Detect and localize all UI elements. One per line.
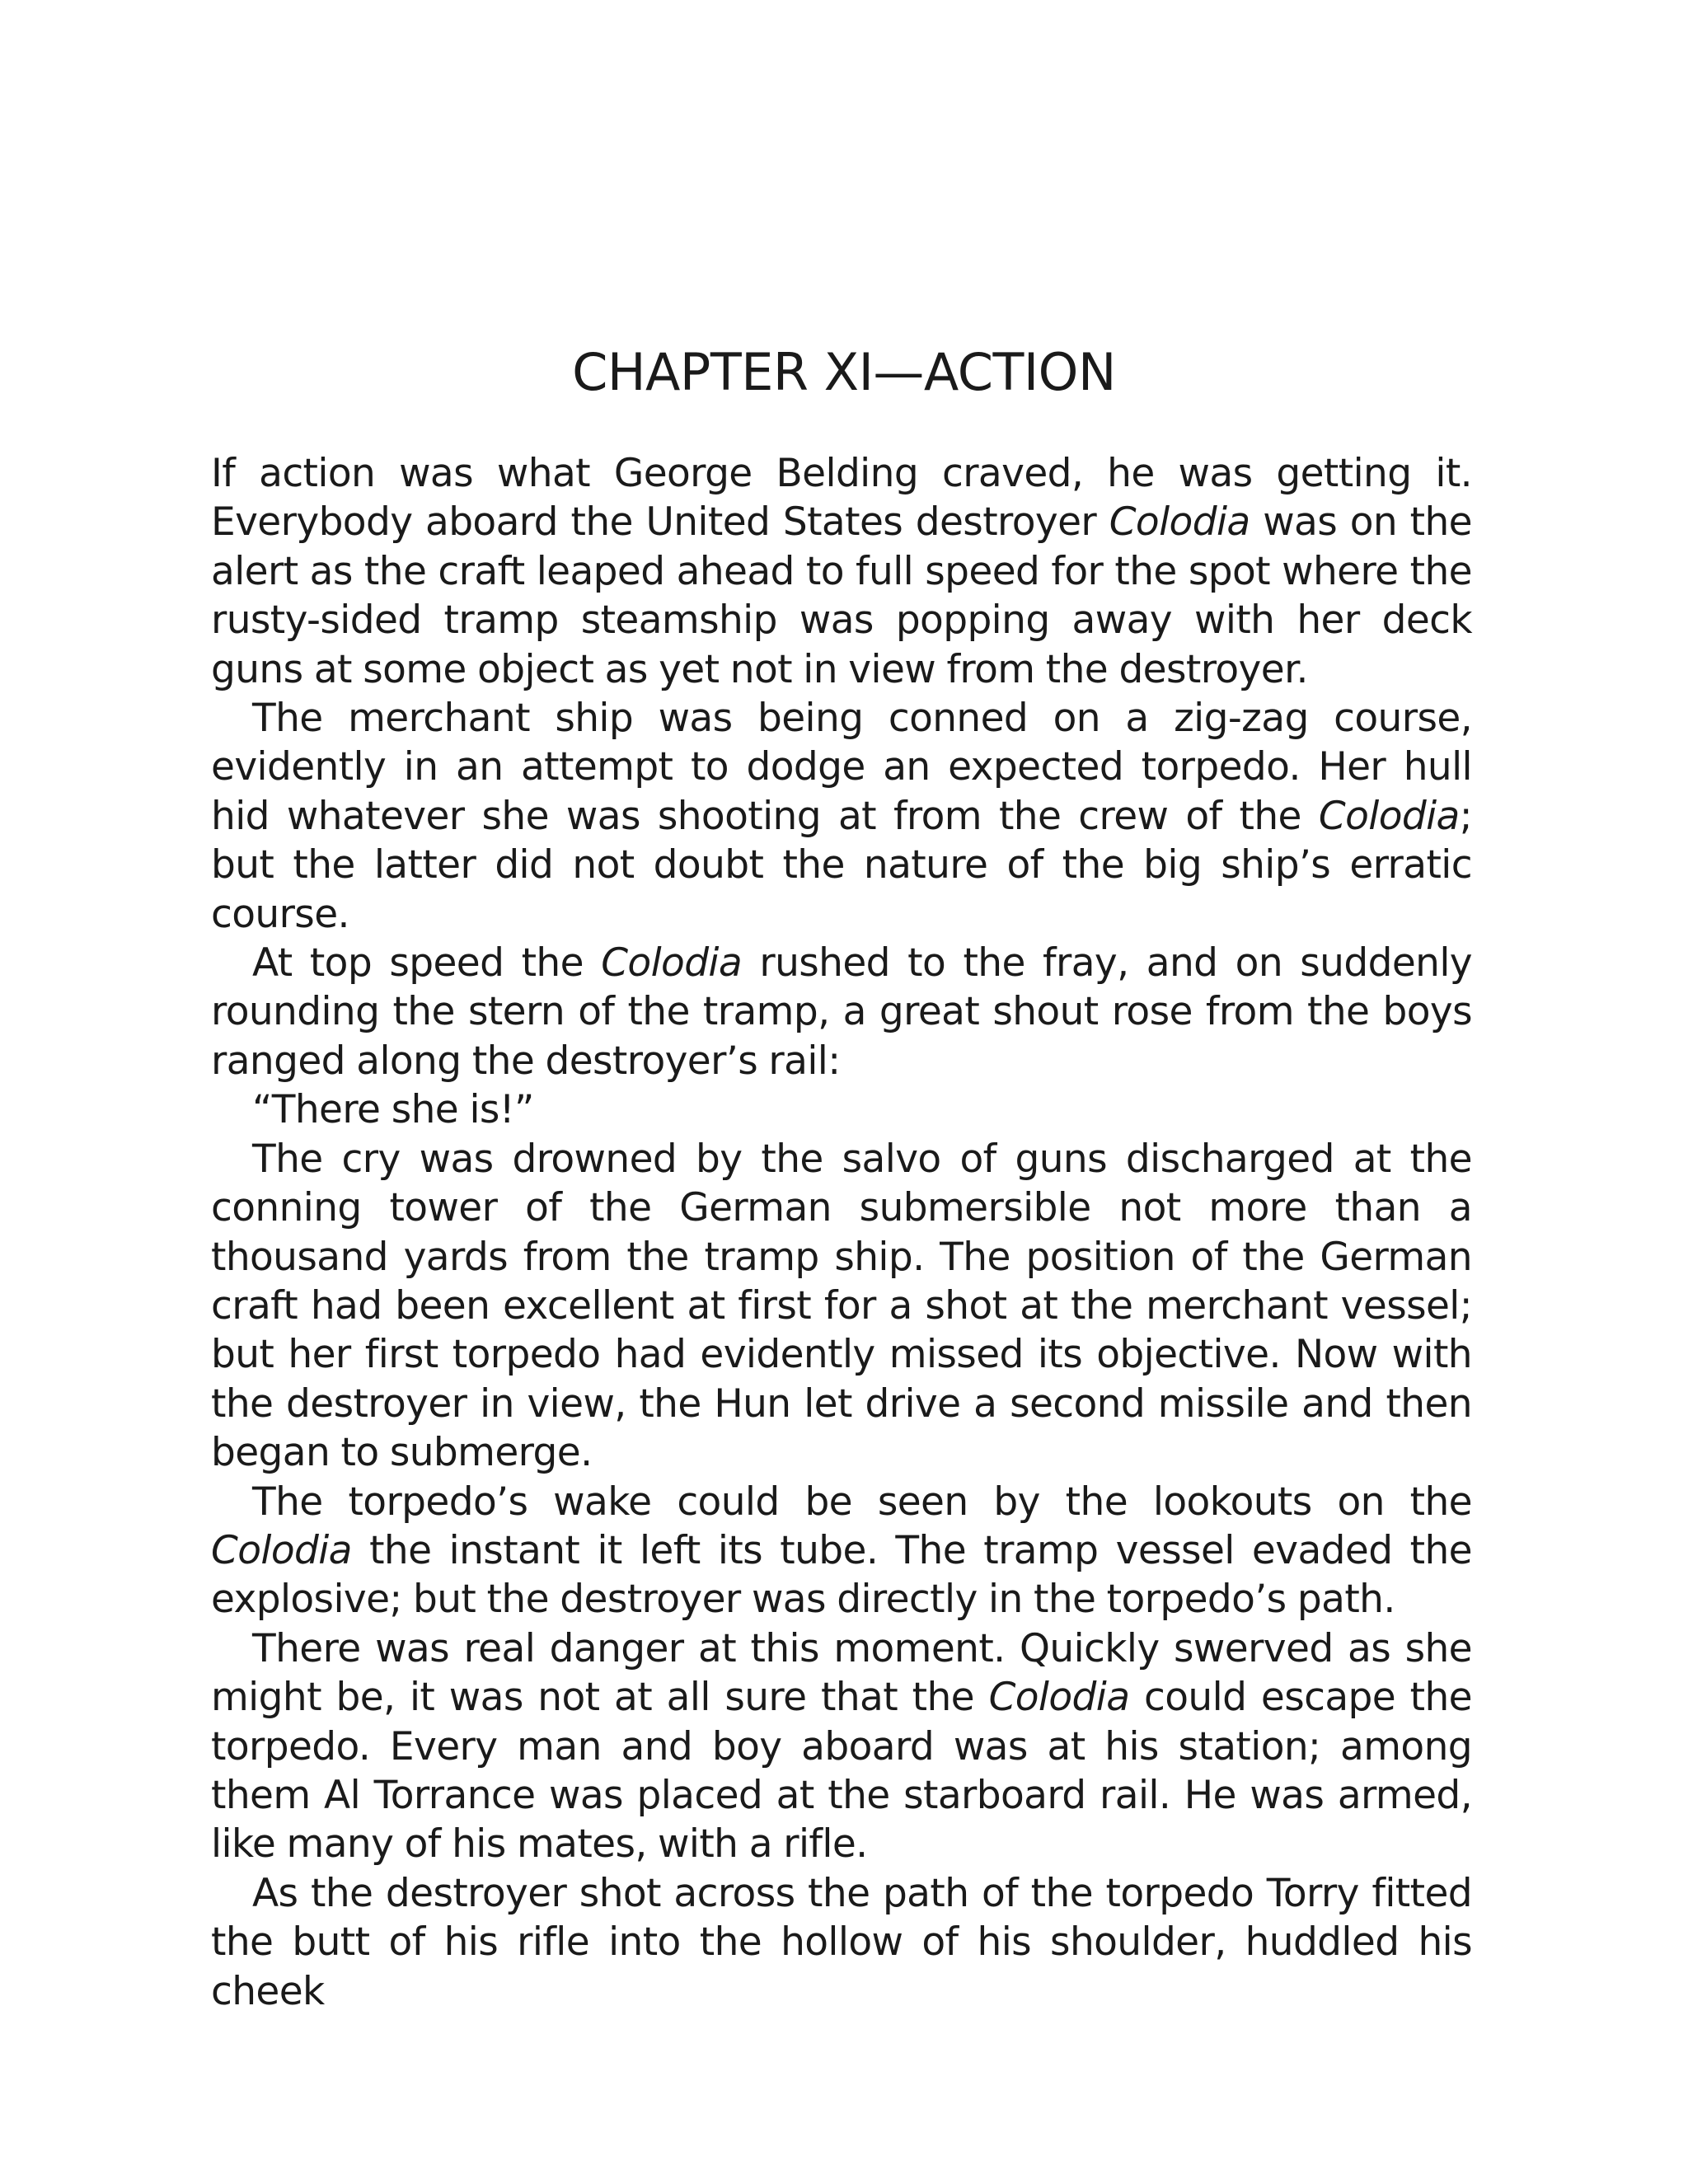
italic-ship-name: Colodia (211, 1527, 352, 1573)
text-run: ; but the latter did not doubt the nature of the big ship’s erratic course. (211, 793, 1472, 937)
italic-ship-name: Colodia (988, 1675, 1130, 1721)
paragraph (211, 1869, 1472, 2016)
paragraph (211, 449, 1472, 694)
text-run: At top speed the (252, 940, 602, 987)
paragraph (211, 1478, 1472, 1624)
paragraph (211, 1135, 1472, 1478)
paragraph (211, 694, 1472, 939)
text-run: As the destroyer shot across the path of the torpedo Torry fitted the butt of his rifle into the hollow of his shoulder, huddled his cheek (211, 1870, 1472, 2014)
text-run: rushed to the fray, and on suddenly rounding the stern of the tramp, a great shout rose from the boys ranged along the destroyer’s rail: (211, 940, 1472, 1084)
text-run: The torpedo’s wake could be seen by the lookouts on the (252, 1479, 1472, 1525)
text-run: The merchant ship was being conned on a zig-zag course, evidently in an attempt to dodge an expected torpedo. Her hull hid whatever she was shooting at from the crew of the (211, 696, 1472, 839)
text-run: If action was what George Belding craved, he was getting it. Everybody aboard the United States destroyer (211, 451, 1472, 546)
paragraph (211, 939, 1472, 1085)
text-run: was on the alert as the craft leaped ahead to full speed for the spot where the rusty-sided tramp steamship was popping away with her deck guns at some object as yet not in view from the destroyer. (211, 499, 1472, 692)
italic-ship-name: Colodia (1318, 793, 1460, 839)
text-run: “There she is!” (252, 1087, 534, 1133)
paragraph (211, 1085, 1472, 1134)
paragraph (211, 1624, 1472, 1869)
italic-ship-name: Colodia (601, 940, 743, 987)
chapter-body (211, 449, 1472, 2016)
text-run: There was real danger at this moment. Quickly swerved as she might be, it was not at all sure that the (211, 1625, 1472, 1721)
text-run: could escape the torpedo. Every man and boy aboard was at his station; among them Al Torrance was placed at the starboard rail. He was armed, like many of his mates, with a rifle. (211, 1675, 1472, 1868)
text-run: The cry was drowned by the salvo of guns discharged at the conning tower of the German submersible not more than a thousand yards from the tramp ship. The position of the German craft had been excellent at first for a shot at the merchant vessel; but her first torpedo had evidently missed its objective. Now with the destroyer in view, the Hun let drive a second missile and then began to submerge. (211, 1136, 1472, 1476)
chapter-title: CHAPTER XI—ACTION (572, 342, 1116, 402)
italic-ship-name: Colodia (1109, 499, 1250, 546)
text-run: the instant it left its tube. The tramp vessel evaded the explosive; but the destroyer was directly in the torpedo’s path. (211, 1527, 1472, 1623)
